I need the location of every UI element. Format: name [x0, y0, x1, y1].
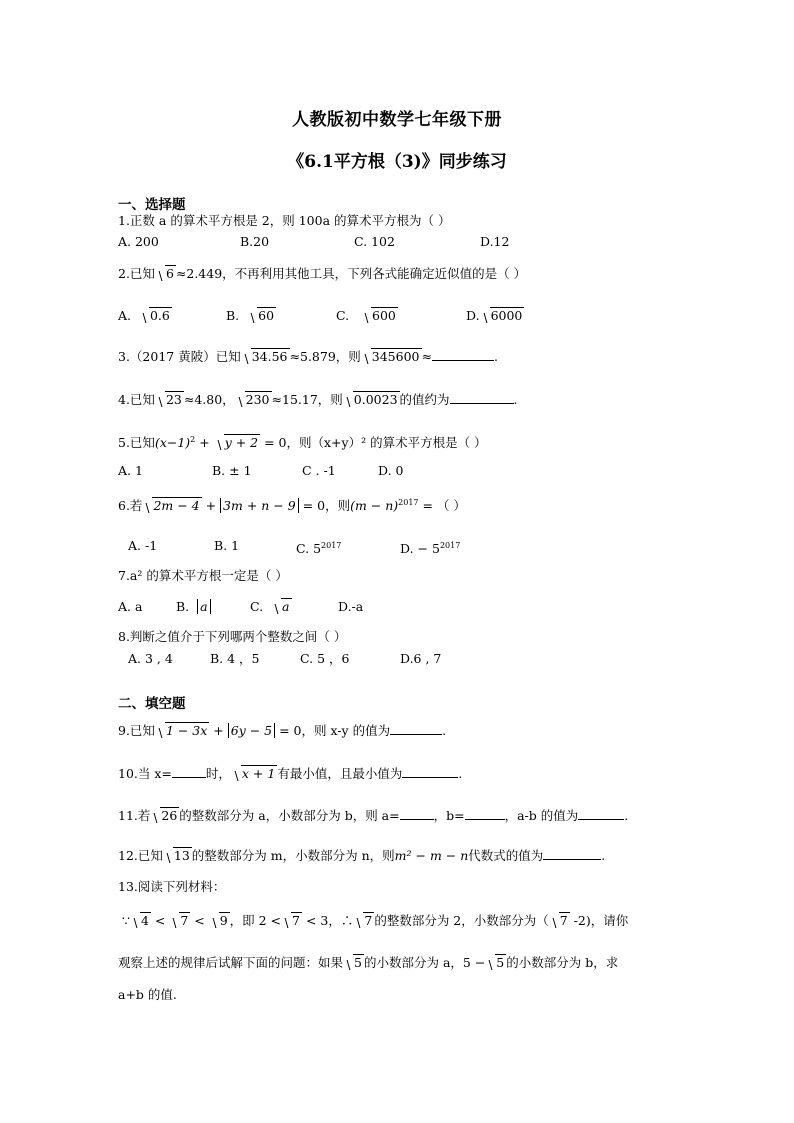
q6-option-a: A. -1 — [128, 538, 158, 553]
q1-option-b: B.20 — [240, 234, 270, 249]
q6-option-b: B. 1 — [214, 538, 240, 553]
q5-option-b: B. ± 1 — [212, 463, 252, 478]
q13-material-line-2: 观察上述的规律后试解下面的问题：如果 5 的小数部分为 a，5 − 5 的小数部分为 b，求 — [118, 955, 619, 970]
question-9: 9.已知 1 − 3x + 6y − 5 = 0，则 x-y 的值为 . — [118, 723, 447, 738]
answer-blank[interactable] — [172, 765, 206, 778]
question-2 — [118, 265, 526, 283]
q2-text-post: ≈2.449，不再利用其他工具，下列各式能确定近似值的是（ ） — [175, 266, 527, 281]
q1-option-d: D.12 — [480, 234, 510, 249]
worksheet-subtitle: 《6.1平方根（3)》同步练习 — [287, 152, 507, 172]
q8-option-c: C. 5 ，6 — [300, 651, 350, 666]
q2-option-a: A. 0.6 — [118, 308, 170, 323]
q2-option-c: C. 600 — [336, 308, 396, 323]
q6-option-d: D. − $5^{2017}$ — [400, 541, 461, 557]
q5-option-a: A. 1 — [118, 463, 143, 478]
q8-option-d: D.6 , 7 — [400, 651, 442, 666]
question-13: 13.阅读下列材料： — [118, 879, 226, 894]
answer-blank[interactable] — [450, 391, 514, 404]
answer-blank[interactable] — [578, 807, 624, 820]
q1-option-a: A. 200 — [118, 234, 159, 249]
sqrt-6: 6 — [156, 265, 176, 283]
question-10: 10.当 x= 时， x + 1 有最小值，且最小值为 . — [118, 766, 463, 781]
q6-option-c: C. $5^{2017}$ — [296, 541, 342, 557]
q8-option-b: B. 4 ，5 — [210, 651, 260, 666]
question-11: 11.若 26 的整数部分为 a，小数部分为 b，则 a= ，b= ，a-b 的值为 . — [118, 808, 629, 823]
q7-option-b: B. a — [176, 598, 211, 616]
q13-material-line-1: ∵ 4 < 7 < 9 ，即 2 < 7 < 3，∴ 7 的整数部分为 2，小数部分为（ 7 -2)，请你 — [122, 913, 629, 928]
answer-blank[interactable] — [402, 765, 458, 778]
q13-material-line-3: a+b 的值. — [118, 987, 177, 1002]
q2-text-pre: 2.已知 — [118, 266, 155, 281]
q5-option-c: C . -1 — [302, 463, 336, 478]
question-4: 4.已知 23 ≈4.80， 230 ≈15.17，则 0.0023 的值约为 . — [118, 392, 518, 407]
question-1: 1.正数 a 的算术平方根是 2，则 100a 的算术平方根为（ ） — [118, 213, 451, 228]
section-heading-fill: 二、填空题 — [118, 696, 186, 712]
section-heading-choice: 一、选择题 — [118, 197, 186, 213]
q5-option-d: D. 0 — [378, 463, 404, 478]
q7-option-a: A. a — [118, 599, 143, 614]
answer-blank[interactable] — [465, 807, 505, 820]
answer-blank[interactable] — [390, 722, 442, 735]
question-5: 5.已知$(x-1)^2 + y + 2 = 0$，则（x+y）² 的算术平方根是（ ） — [118, 435, 487, 451]
question-7: 7.a² 的算术平方根一定是（ ） — [118, 568, 288, 583]
answer-blank[interactable] — [400, 807, 434, 820]
question-6: 6.若 2m − 4 + 3m + n − 9 = 0，则$(m - n)^{2017}$ = （ ） — [118, 498, 466, 514]
answer-blank[interactable] — [543, 847, 601, 860]
question-8: 8.判断之值介于下列哪两个整数之间（ ） — [118, 629, 347, 644]
q1-option-c: C. 102 — [354, 234, 395, 249]
q8-option-a: A. 3 , 4 — [128, 651, 173, 666]
q2-option-b: B. 60 — [226, 308, 275, 323]
q7-option-c: C. a — [250, 599, 290, 614]
question-3: 3.（2017 黄陂）已知 34.56 ≈5.879，则 345600 ≈ . — [118, 349, 498, 364]
worksheet-title: 人教版初中数学七年级下册 — [292, 110, 502, 130]
q2-option-d: D. 6000 — [466, 308, 523, 323]
q7-option-d: D.-a — [338, 599, 364, 614]
question-12: 12.已知 13 的整数部分为 m，小数部分为 n，则m² − m − n代数式的值为 . — [118, 848, 606, 863]
answer-blank[interactable] — [432, 348, 494, 361]
